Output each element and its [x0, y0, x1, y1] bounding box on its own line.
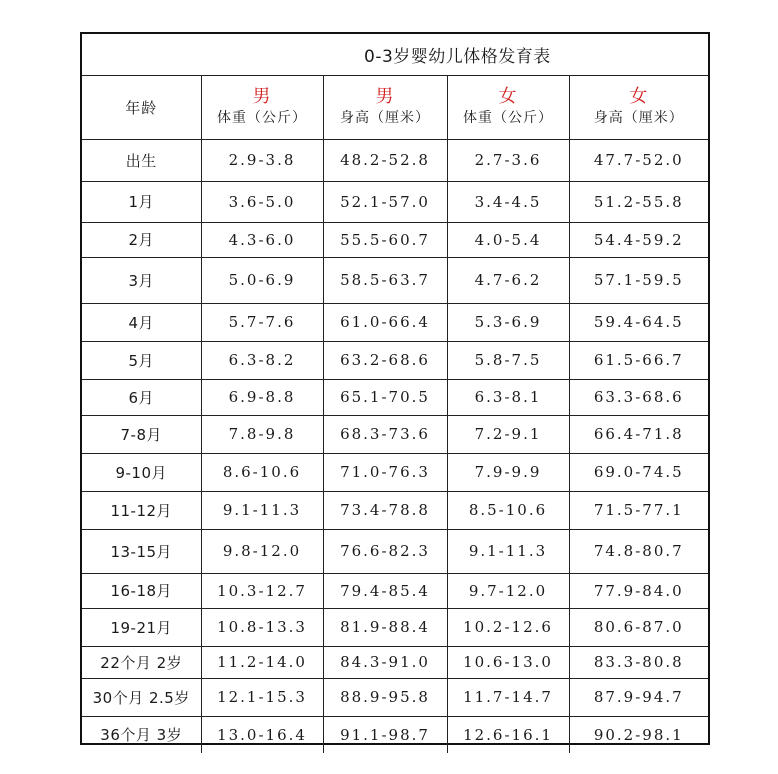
female-weight-cell: 8.5-10.6 — [447, 491, 569, 529]
male-weight-cell: 12.1-15.3 — [201, 678, 323, 716]
male-weight-cell: 3.6-5.0 — [201, 181, 323, 222]
male-height-cell: 79.4-85.4 — [323, 573, 447, 608]
male-weight-cell: 8.6-10.6 — [201, 453, 323, 491]
height-unit-label: 身高（厘米） — [593, 110, 684, 126]
female-height-cell: 54.4-59.2 — [569, 222, 708, 257]
female-weight-cell: 9.1-11.3 — [447, 529, 569, 573]
age-cell: 4月 — [82, 303, 201, 341]
male-weight-cell: 5.7-7.6 — [201, 303, 323, 341]
age-header: 年龄 — [82, 75, 201, 139]
male-height-cell: 55.5-60.7 — [323, 222, 447, 257]
male-weight-cell: 4.3-6.0 — [201, 222, 323, 257]
table-row — [82, 608, 708, 646]
age-cell: 9-10月 — [82, 453, 201, 491]
male-weight-cell: 7.8-9.8 — [201, 415, 323, 453]
age-cell: 30个月 2.5岁 — [82, 678, 201, 716]
age-cell: 出生 — [82, 139, 201, 181]
sex-label-female: 女 — [498, 86, 518, 107]
male-weight-cell: 13.0-16.4 — [201, 716, 323, 753]
table-row — [82, 716, 708, 753]
male-height-cell: 81.9-88.4 — [323, 608, 447, 646]
female-height-cell: 74.8-80.7 — [569, 529, 708, 573]
table-title: 0-3岁婴幼儿体格发育表 — [82, 34, 708, 75]
female-weight-cell: 3.4-4.5 — [447, 181, 569, 222]
height-unit-label: 身高（厘米） — [340, 110, 430, 126]
age-cell: 7-8月 — [82, 415, 201, 453]
male-height-cell: 91.1-98.7 — [323, 716, 447, 753]
female-height-cell: 66.4-71.8 — [569, 415, 708, 453]
female-height-cell: 59.4-64.5 — [569, 303, 708, 341]
table-row — [82, 257, 708, 303]
female-weight-cell: 6.3-8.1 — [447, 379, 569, 415]
table-row — [82, 573, 708, 608]
male-weight-header — [201, 75, 323, 139]
age-cell: 22个月 2岁 — [82, 646, 201, 678]
female-height-cell: 47.7-52.0 — [569, 139, 708, 181]
male-height-cell: 48.2-52.8 — [323, 139, 447, 181]
age-cell: 6月 — [82, 379, 201, 415]
male-height-cell: 84.3-91.0 — [323, 646, 447, 678]
weight-unit-label: 体重（公斤） — [217, 110, 307, 126]
male-height-cell: 63.2-68.6 — [323, 341, 447, 379]
female-height-cell: 71.5-77.1 — [569, 491, 708, 529]
age-cell: 5月 — [82, 341, 201, 379]
male-weight-cell: 5.0-6.9 — [201, 257, 323, 303]
female-weight-cell: 12.6-16.1 — [447, 716, 569, 753]
male-height-cell: 71.0-76.3 — [323, 453, 447, 491]
male-height-cell: 68.3-73.6 — [323, 415, 447, 453]
male-weight-cell: 10.8-13.3 — [201, 608, 323, 646]
female-height-cell: 61.5-66.7 — [569, 341, 708, 379]
female-height-cell: 80.6-87.0 — [569, 608, 708, 646]
age-cell: 19-21月 — [82, 608, 201, 646]
female-weight-cell: 9.7-12.0 — [447, 573, 569, 608]
age-cell: 16-18月 — [82, 573, 201, 608]
male-weight-cell: 6.9-8.8 — [201, 379, 323, 415]
male-weight-cell: 6.3-8.2 — [201, 341, 323, 379]
male-weight-cell: 10.3-12.7 — [201, 573, 323, 608]
male-height-cell: 76.6-82.3 — [323, 529, 447, 573]
growth-chart-table — [82, 34, 708, 753]
weight-unit-label: 体重（公斤） — [463, 110, 553, 126]
male-height-cell: 61.0-66.4 — [323, 303, 447, 341]
table-row — [82, 379, 708, 415]
table-row — [82, 139, 708, 181]
age-cell: 13-15月 — [82, 529, 201, 573]
female-weight-cell: 5.3-6.9 — [447, 303, 569, 341]
age-cell: 36个月 3岁 — [82, 716, 201, 753]
growth-chart-table-frame — [80, 32, 710, 745]
header-row — [82, 75, 708, 139]
female-weight-cell: 2.7-3.6 — [447, 139, 569, 181]
female-weight-cell: 10.6-13.0 — [447, 646, 569, 678]
title-row — [82, 34, 708, 75]
female-weight-cell: 7.9-9.9 — [447, 453, 569, 491]
female-height-cell: 90.2-98.1 — [569, 716, 708, 753]
age-cell: 11-12月 — [82, 491, 201, 529]
female-height-cell: 77.9-84.0 — [569, 573, 708, 608]
female-height-cell: 63.3-68.6 — [569, 379, 708, 415]
age-cell: 3月 — [82, 257, 201, 303]
female-weight-cell: 4.0-5.4 — [447, 222, 569, 257]
table-row — [82, 491, 708, 529]
age-cell: 1月 — [82, 181, 201, 222]
sex-label-female: 女 — [629, 86, 649, 107]
table-row — [82, 222, 708, 257]
table-row — [82, 453, 708, 491]
female-weight-header — [447, 75, 569, 139]
male-height-cell: 88.9-95.8 — [323, 678, 447, 716]
table-row — [82, 415, 708, 453]
female-height-cell: 57.1-59.5 — [569, 257, 708, 303]
table-row — [82, 341, 708, 379]
male-height-cell: 65.1-70.5 — [323, 379, 447, 415]
male-weight-cell: 11.2-14.0 — [201, 646, 323, 678]
male-weight-cell: 9.1-11.3 — [201, 491, 323, 529]
table-row — [82, 303, 708, 341]
female-height-cell: 87.9-94.7 — [569, 678, 708, 716]
age-cell: 2月 — [82, 222, 201, 257]
male-weight-cell: 9.8-12.0 — [201, 529, 323, 573]
female-weight-cell: 7.2-9.1 — [447, 415, 569, 453]
female-weight-cell: 5.8-7.5 — [447, 341, 569, 379]
table-row — [82, 646, 708, 678]
sex-label-male: 男 — [252, 86, 272, 107]
female-height-cell: 51.2-55.8 — [569, 181, 708, 222]
female-weight-cell: 4.7-6.2 — [447, 257, 569, 303]
female-weight-cell: 10.2-12.6 — [447, 608, 569, 646]
female-height-cell: 83.3-80.8 — [569, 646, 708, 678]
male-height-header — [323, 75, 447, 139]
male-height-cell: 73.4-78.8 — [323, 491, 447, 529]
female-height-cell: 69.0-74.5 — [569, 453, 708, 491]
female-height-header — [569, 75, 708, 139]
sex-label-male: 男 — [375, 86, 395, 107]
female-weight-cell: 11.7-14.7 — [447, 678, 569, 716]
table-row — [82, 678, 708, 716]
table-row — [82, 529, 708, 573]
male-height-cell: 52.1-57.0 — [323, 181, 447, 222]
male-height-cell: 58.5-63.7 — [323, 257, 447, 303]
male-weight-cell: 2.9-3.8 — [201, 139, 323, 181]
table-row — [82, 181, 708, 222]
